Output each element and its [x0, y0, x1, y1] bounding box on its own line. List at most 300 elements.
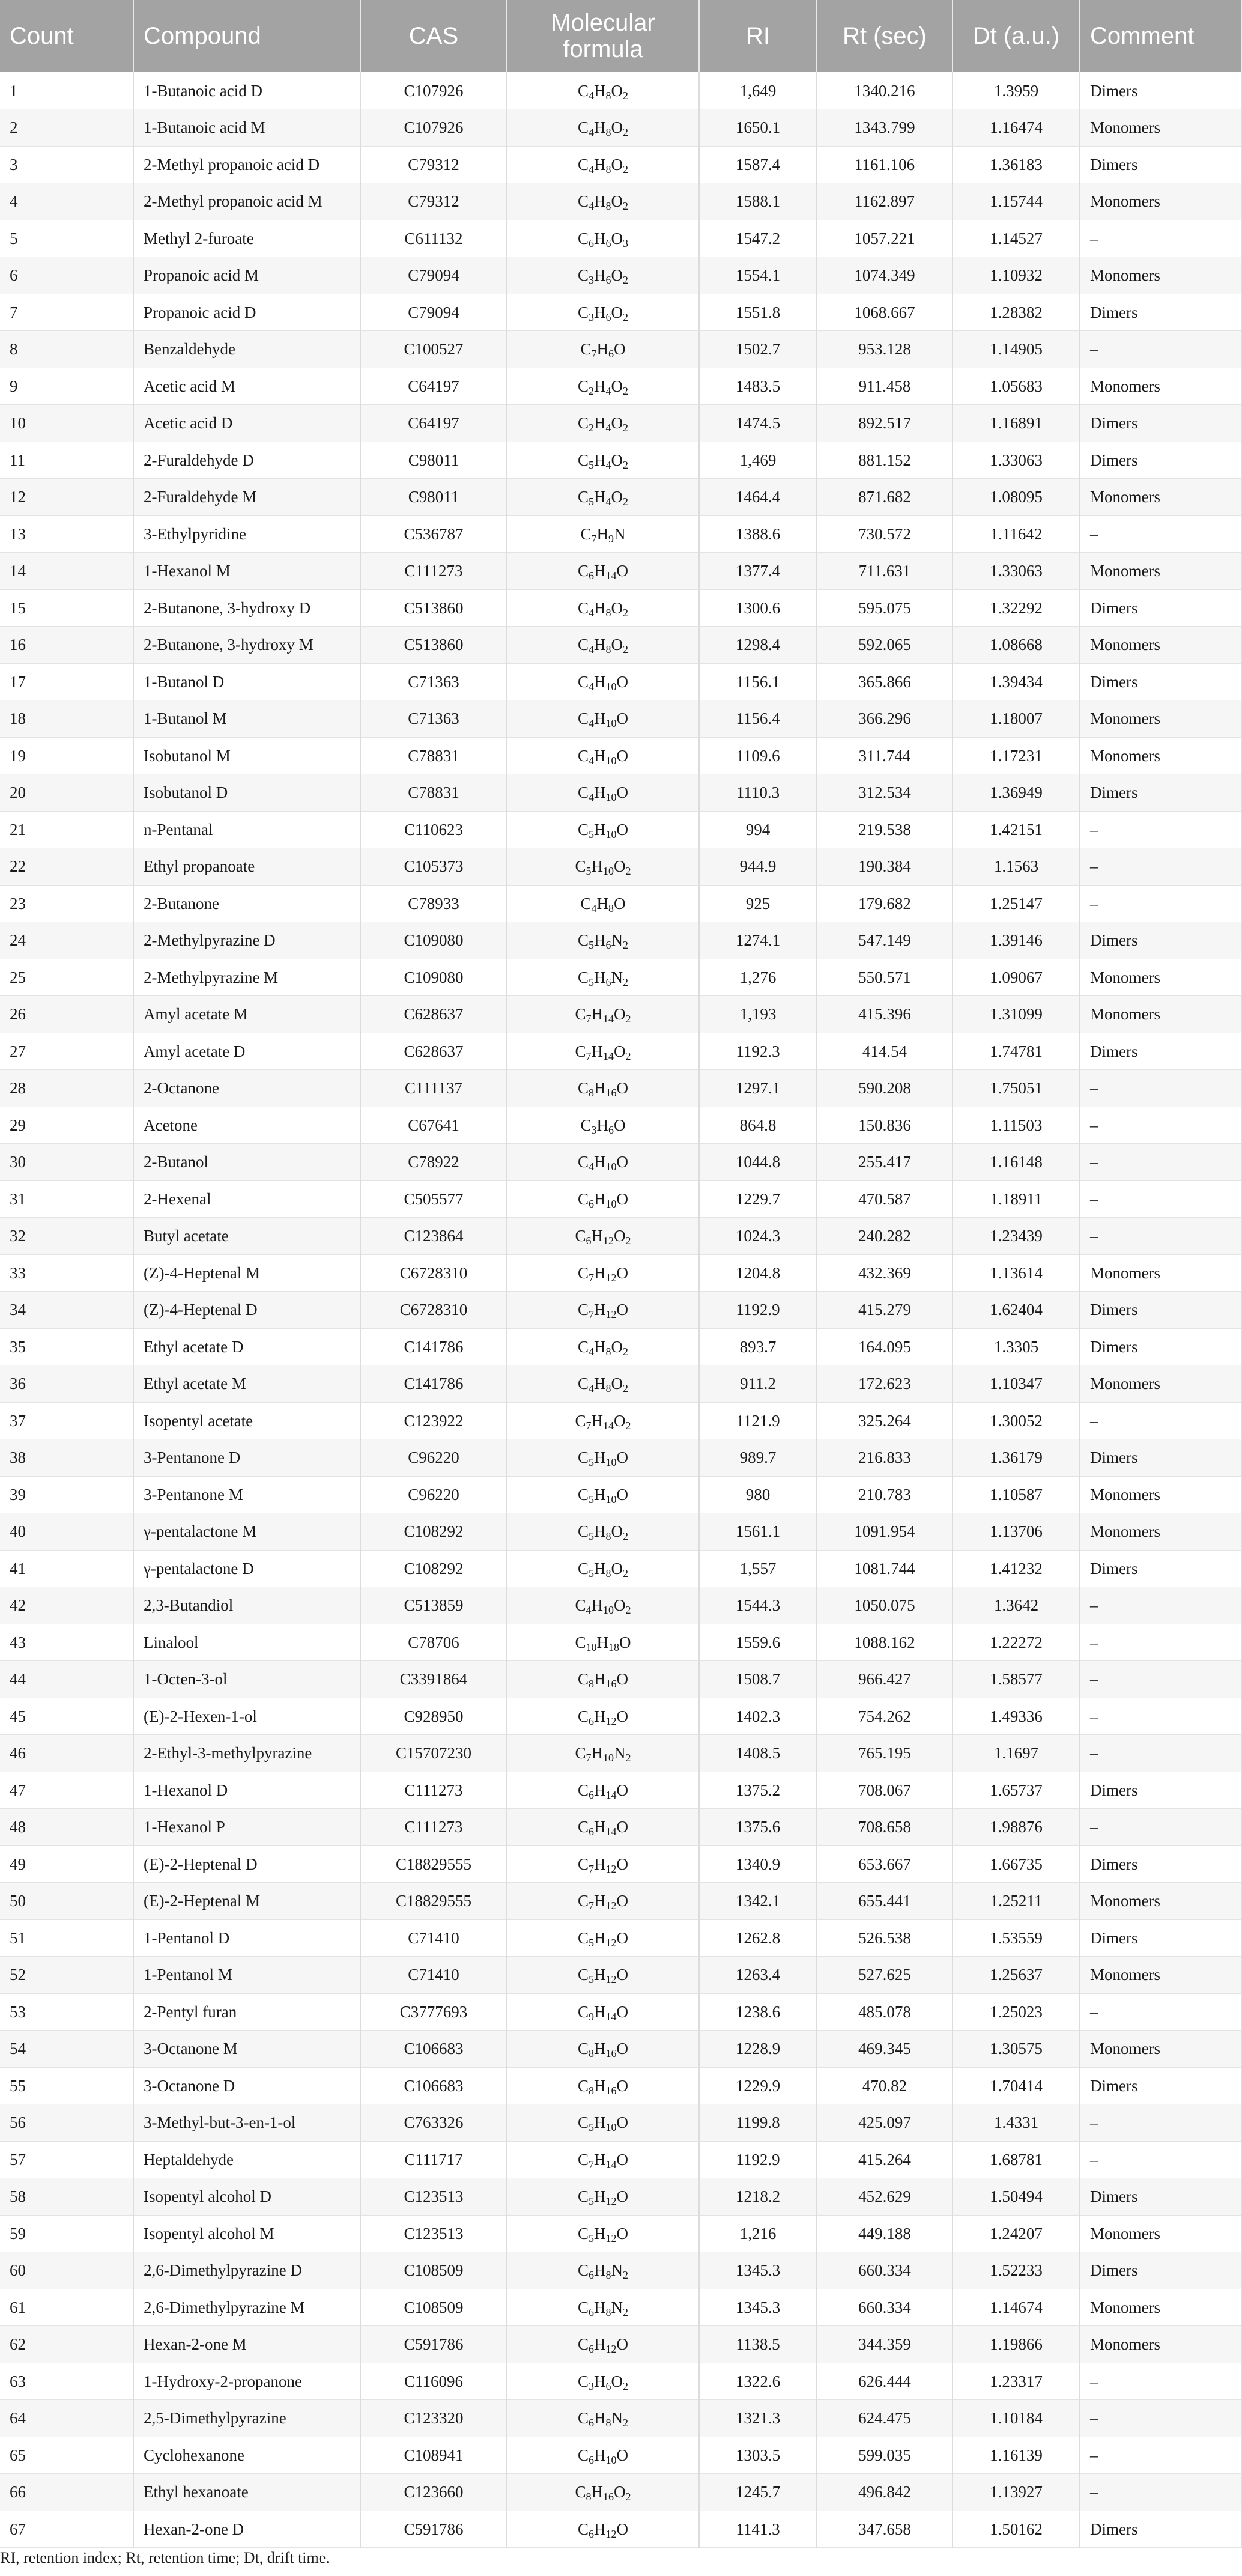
table-row — [0, 220, 1242, 257]
cell-comment: Monomers — [1080, 368, 1242, 405]
cell-count: 8 — [0, 331, 133, 368]
table-row — [0, 2178, 1242, 2216]
cell-count: 66 — [0, 2474, 133, 2511]
cell-formula: $C_4H_8O_2$ — [507, 1365, 699, 1403]
table-row — [0, 553, 1242, 590]
cell-compound: 2,3-Butandiol — [133, 1587, 360, 1624]
cell-dt: 1.16148 — [953, 1144, 1080, 1181]
cell-cas: C79094 — [360, 294, 507, 331]
cell-ri: 1544.3 — [699, 1587, 817, 1624]
cell-ri: 1229.9 — [699, 2067, 817, 2104]
cell-dt: 1.13614 — [953, 1254, 1080, 1292]
cell-rt: 255.417 — [817, 1144, 953, 1181]
cell-ri: 1377.4 — [699, 553, 817, 590]
cell-dt: 1.08668 — [953, 627, 1080, 664]
cell-count: 9 — [0, 368, 133, 405]
cell-comment: Dimers — [1080, 1845, 1242, 1883]
cell-rt: 470.82 — [817, 2067, 953, 2104]
cell-ri: 1375.2 — [699, 1772, 817, 1809]
cell-count: 27 — [0, 1033, 133, 1070]
cell-rt: 210.783 — [817, 1476, 953, 1513]
cell-rt: 1088.162 — [817, 1624, 953, 1661]
cell-dt: 1.32292 — [953, 589, 1080, 627]
cell-cas: C111717 — [360, 2141, 507, 2178]
cell-comment: – — [1080, 2363, 1242, 2400]
cell-formula: $C_7H_{14}O_2$ — [507, 1033, 699, 1070]
cell-comment: – — [1080, 2104, 1242, 2142]
cell-rt: 1050.075 — [817, 1587, 953, 1624]
cell-cas: C123513 — [360, 2215, 507, 2252]
cell-dt: 1.15744 — [953, 183, 1080, 220]
cell-compound: 1-Hexanol M — [133, 553, 360, 590]
cell-compound: 2,6-Dimethylpyrazine D — [133, 2252, 360, 2289]
cell-formula: $C_5H_4O_2$ — [507, 479, 699, 516]
cell-rt: 754.262 — [817, 1698, 953, 1735]
table-row — [0, 811, 1242, 848]
cell-cas: C79312 — [360, 183, 507, 220]
cell-dt: 1.66735 — [953, 1845, 1080, 1883]
cell-dt: 1.11642 — [953, 515, 1080, 553]
cell-count: 34 — [0, 1292, 133, 1329]
cell-formula: $C_4H_8O_2$ — [507, 589, 699, 627]
cell-cas: C105373 — [360, 848, 507, 886]
table-row — [0, 848, 1242, 886]
cell-cas: C591786 — [360, 2511, 507, 2548]
cell-dt: 1.98876 — [953, 1809, 1080, 1846]
cell-compound: Ethyl acetate M — [133, 1365, 360, 1403]
cell-comment: – — [1080, 1218, 1242, 1255]
cell-ri: 1156.1 — [699, 663, 817, 700]
cell-comment: Dimers — [1080, 294, 1242, 331]
cell-cas: C15707230 — [360, 1735, 507, 1772]
cell-ri: 1110.3 — [699, 774, 817, 812]
cell-rt: 626.444 — [817, 2363, 953, 2400]
cell-ri: 1262.8 — [699, 1919, 817, 1957]
cell-count: 43 — [0, 1624, 133, 1661]
cell-comment: – — [1080, 1587, 1242, 1624]
cell-dt: 1.3305 — [953, 1328, 1080, 1365]
cell-compound: (Z)-4-Heptenal M — [133, 1254, 360, 1292]
cell-compound: Heptaldehyde — [133, 2141, 360, 2178]
cell-compound: 1-Pentanol M — [133, 1957, 360, 1994]
cell-dt: 1.16891 — [953, 405, 1080, 442]
cell-cas: C71363 — [360, 700, 507, 738]
cell-count: 7 — [0, 294, 133, 331]
cell-ri: 1587.4 — [699, 146, 817, 183]
cell-ri: 1483.5 — [699, 368, 817, 405]
cell-ri: 911.2 — [699, 1365, 817, 1403]
table-row — [0, 1292, 1242, 1329]
cell-comment: Monomers — [1080, 109, 1242, 147]
cell-comment: Dimers — [1080, 405, 1242, 442]
cell-cas: C108292 — [360, 1513, 507, 1551]
cell-ri: 925 — [699, 885, 817, 922]
cell-rt: 871.682 — [817, 479, 953, 516]
cell-dt: 1.14674 — [953, 2289, 1080, 2326]
cell-ri: 1138.5 — [699, 2326, 817, 2363]
table-header — [0, 0, 1242, 72]
cell-ri: 864.8 — [699, 1107, 817, 1144]
cell-dt: 1.18911 — [953, 1180, 1080, 1218]
cell-compound: 2,6-Dimethylpyrazine M — [133, 2289, 360, 2326]
cell-compound: 3-Pentanone M — [133, 1476, 360, 1513]
cell-comment: – — [1080, 2437, 1242, 2474]
cell-ri: 1408.5 — [699, 1735, 817, 1772]
cell-cas: C505577 — [360, 1180, 507, 1218]
cell-cas: C98011 — [360, 479, 507, 516]
table-row — [0, 2141, 1242, 2178]
cell-count: 22 — [0, 848, 133, 886]
cell-count: 67 — [0, 2511, 133, 2548]
cell-rt: 347.658 — [817, 2511, 953, 2548]
cell-ri: 1141.3 — [699, 2511, 817, 2548]
cell-ri: 1300.6 — [699, 589, 817, 627]
cell-dt: 1.4331 — [953, 2104, 1080, 2142]
cell-compound: 2-Hexenal — [133, 1180, 360, 1218]
cell-cas: C78933 — [360, 885, 507, 922]
table-row — [0, 2289, 1242, 2326]
cell-count: 48 — [0, 1809, 133, 1846]
cell-dt: 1.13706 — [953, 1513, 1080, 1551]
cell-formula: $C_2H_4O_2$ — [507, 368, 699, 405]
cell-comment: – — [1080, 515, 1242, 553]
cell-ri: 1340.9 — [699, 1845, 817, 1883]
cell-compound: 2-Butanol — [133, 1144, 360, 1181]
cell-formula: $C_4H_8O_2$ — [507, 72, 699, 109]
cell-count: 33 — [0, 1254, 133, 1292]
table-row — [0, 1772, 1242, 1809]
cell-ri: 1192.3 — [699, 1033, 817, 1070]
table-row — [0, 1402, 1242, 1439]
cell-ri: 1508.7 — [699, 1661, 817, 1698]
cell-compound: 1-Butanoic acid M — [133, 109, 360, 147]
cell-rt: 311.744 — [817, 737, 953, 774]
cell-compound: (Z)-4-Heptenal D — [133, 1292, 360, 1329]
cell-compound: (E)-2-Hexen-1-ol — [133, 1698, 360, 1735]
cell-comment: Monomers — [1080, 2031, 1242, 2068]
cell-rt: 1343.799 — [817, 109, 953, 147]
cell-cas: C116096 — [360, 2363, 507, 2400]
cell-cas: C18829555 — [360, 1845, 507, 1883]
cell-formula: $C_8H_{16}O$ — [507, 1070, 699, 1107]
cell-ri: 1345.3 — [699, 2289, 817, 2326]
cell-comment: – — [1080, 2474, 1242, 2511]
cell-rt: 911.458 — [817, 368, 953, 405]
cell-rt: 1068.667 — [817, 294, 953, 331]
cell-compound: 3-Pentanone D — [133, 1439, 360, 1477]
cell-rt: 1340.216 — [817, 72, 953, 109]
cell-comment: – — [1080, 2141, 1242, 2178]
cell-comment: – — [1080, 1107, 1242, 1144]
cell-comment: Dimers — [1080, 1919, 1242, 1957]
cell-formula: $C_8H_{16}O_2$ — [507, 2474, 699, 2511]
cell-dt: 1.25023 — [953, 1993, 1080, 2031]
table-row — [0, 1624, 1242, 1661]
table-row — [0, 1144, 1242, 1181]
cell-ri: 1044.8 — [699, 1144, 817, 1181]
cell-cas: C111273 — [360, 1809, 507, 1846]
cell-formula: $C_5H_{10}O$ — [507, 1476, 699, 1513]
cell-formula: $C_5H_{10}O$ — [507, 1439, 699, 1477]
cell-rt: 415.264 — [817, 2141, 953, 2178]
cell-formula: $C_8H_{16}O$ — [507, 1661, 699, 1698]
table-row — [0, 1513, 1242, 1551]
cell-rt: 1057.221 — [817, 220, 953, 257]
cell-formula: $C_6H_{14}O$ — [507, 553, 699, 590]
cell-rt: 653.667 — [817, 1845, 953, 1883]
table-row — [0, 405, 1242, 442]
cell-dt: 1.13927 — [953, 2474, 1080, 2511]
cell-ri: 1,216 — [699, 2215, 817, 2252]
cell-compound: 2-Methyl propanoic acid D — [133, 146, 360, 183]
cell-formula: $C_4H_8O_2$ — [507, 146, 699, 183]
cell-formula: $C_4H_{10}O$ — [507, 737, 699, 774]
cell-compound: 1-Butanol M — [133, 700, 360, 738]
cell-rt: 1162.897 — [817, 183, 953, 220]
table-row — [0, 1919, 1242, 1957]
cell-ri: 1345.3 — [699, 2252, 817, 2289]
cell-cas: C591786 — [360, 2326, 507, 2363]
cell-compound: Isopentyl alcohol D — [133, 2178, 360, 2216]
table-row — [0, 737, 1242, 774]
table-row — [0, 1439, 1242, 1477]
cell-rt: 953.128 — [817, 331, 953, 368]
cell-count: 56 — [0, 2104, 133, 2142]
cell-dt: 1.36949 — [953, 774, 1080, 812]
cell-formula: $C_4H_8O$ — [507, 885, 699, 922]
cell-count: 61 — [0, 2289, 133, 2326]
cell-count: 51 — [0, 1919, 133, 1957]
cell-rt: 325.264 — [817, 1402, 953, 1439]
cell-cas: C71363 — [360, 663, 507, 700]
cell-formula: $C_8H_{16}O$ — [507, 2067, 699, 2104]
cell-compound: 3-Methyl-but-3-en-1-ol — [133, 2104, 360, 2142]
cell-count: 53 — [0, 1993, 133, 2031]
cell-dt: 1.50494 — [953, 2178, 1080, 2216]
header-dt: Dt (a.u.) — [953, 0, 1080, 72]
cell-cas: C513860 — [360, 627, 507, 664]
cell-ri: 1402.3 — [699, 1698, 817, 1735]
cell-ri: 1238.6 — [699, 1993, 817, 2031]
cell-count: 5 — [0, 220, 133, 257]
cell-formula: $C_4H_8O_2$ — [507, 627, 699, 664]
cell-comment: Monomers — [1080, 1957, 1242, 1994]
table-row — [0, 2067, 1242, 2104]
cell-compound: 2-Butanone, 3-hydroxy D — [133, 589, 360, 627]
cell-compound: 2-Methylpyrazine M — [133, 959, 360, 996]
cell-rt: 240.282 — [817, 1218, 953, 1255]
cell-formula: $C_6H_{14}O$ — [507, 1772, 699, 1809]
cell-rt: 595.075 — [817, 589, 953, 627]
cell-comment: – — [1080, 1070, 1242, 1107]
cell-formula: $C_5H_8O_2$ — [507, 1513, 699, 1551]
cell-ri: 1554.1 — [699, 257, 817, 294]
header-rt: Rt (sec) — [817, 0, 953, 72]
cell-count: 59 — [0, 2215, 133, 2252]
cell-compound: 1-Octen-3-ol — [133, 1661, 360, 1698]
cell-cas: C107926 — [360, 72, 507, 109]
table-row — [0, 331, 1242, 368]
cell-compound: 1-Butanoic acid D — [133, 72, 360, 109]
cell-count: 20 — [0, 774, 133, 812]
cell-comment: Dimers — [1080, 442, 1242, 479]
cell-ri: 1,276 — [699, 959, 817, 996]
cell-compound: 2-Ethyl-3-methylpyrazine — [133, 1735, 360, 1772]
cell-dt: 1.39434 — [953, 663, 1080, 700]
table-row — [0, 996, 1242, 1033]
cell-formula: $C_9H_{14}O$ — [507, 1993, 699, 2031]
cell-compound: Linalool — [133, 1624, 360, 1661]
cell-compound: Isobutanol M — [133, 737, 360, 774]
cell-compound: Amyl acetate M — [133, 996, 360, 1033]
header-molecular-formula: Molecular formula — [507, 0, 699, 72]
cell-rt: 526.538 — [817, 1919, 953, 1957]
cell-dt: 1.24207 — [953, 2215, 1080, 2252]
cell-ri: 1297.1 — [699, 1070, 817, 1107]
cell-rt: 1161.106 — [817, 146, 953, 183]
cell-compound: Hexan-2-one D — [133, 2511, 360, 2548]
cell-dt: 1.30052 — [953, 1402, 1080, 1439]
cell-formula: $C_5H_{12}O$ — [507, 2178, 699, 2216]
cell-dt: 1.25147 — [953, 885, 1080, 922]
cell-rt: 164.095 — [817, 1328, 953, 1365]
table-row — [0, 72, 1242, 109]
table-row — [0, 515, 1242, 553]
cell-cas: C110623 — [360, 811, 507, 848]
cell-formula: $C_6H_{10}O$ — [507, 1180, 699, 1218]
cell-count: 26 — [0, 996, 133, 1033]
cell-comment: – — [1080, 1809, 1242, 1846]
cell-rt: 312.534 — [817, 774, 953, 812]
table-row — [0, 589, 1242, 627]
cell-ri: 1228.9 — [699, 2031, 817, 2068]
cell-dt: 1.19866 — [953, 2326, 1080, 2363]
cell-compound: Isobutanol D — [133, 774, 360, 812]
cell-ri: 944.9 — [699, 848, 817, 886]
table-row — [0, 1993, 1242, 2031]
cell-ri: 1474.5 — [699, 405, 817, 442]
cell-count: 19 — [0, 737, 133, 774]
cell-count: 42 — [0, 1587, 133, 1624]
cell-formula: $C_4H_{10}O$ — [507, 774, 699, 812]
cell-formula: $C_4H_{10}O$ — [507, 1144, 699, 1181]
cell-count: 30 — [0, 1144, 133, 1181]
cell-count: 52 — [0, 1957, 133, 1994]
cell-count: 40 — [0, 1513, 133, 1551]
table-row — [0, 774, 1242, 812]
cell-cas: C611132 — [360, 220, 507, 257]
cell-ri: 1342.1 — [699, 1883, 817, 1920]
table-row — [0, 2474, 1242, 2511]
cell-compound: Benzaldehyde — [133, 331, 360, 368]
table-row — [0, 442, 1242, 479]
cell-dt: 1.1697 — [953, 1735, 1080, 1772]
cell-formula: $C_7H_{12}O$ — [507, 1292, 699, 1329]
table-row — [0, 1698, 1242, 1735]
cell-formula: $C_4H_8O_2$ — [507, 109, 699, 147]
cell-rt: 1081.744 — [817, 1550, 953, 1587]
cell-count: 65 — [0, 2437, 133, 2474]
cell-formula: $C_5H_{12}O$ — [507, 1957, 699, 1994]
table-row — [0, 1957, 1242, 1994]
cell-ri: 994 — [699, 811, 817, 848]
table-row — [0, 1254, 1242, 1292]
cell-formula: $C_7H_9N$ — [507, 515, 699, 553]
cell-formula: $C_{10}H_{18}O$ — [507, 1624, 699, 1661]
cell-comment: Dimers — [1080, 2252, 1242, 2289]
table-row — [0, 1661, 1242, 1698]
cell-formula: $C_5H_{10}O$ — [507, 2104, 699, 2142]
cell-comment: Dimers — [1080, 146, 1242, 183]
cell-compound: Ethyl hexanoate — [133, 2474, 360, 2511]
cell-count: 45 — [0, 1698, 133, 1735]
cell-rt: 892.517 — [817, 405, 953, 442]
cell-comment: – — [1080, 1180, 1242, 1218]
table-row — [0, 2104, 1242, 2142]
cell-ri: 1024.3 — [699, 1218, 817, 1255]
cell-dt: 1.10184 — [953, 2400, 1080, 2437]
cell-compound: 2-Butanone — [133, 885, 360, 922]
cell-comment: Monomers — [1080, 1254, 1242, 1292]
cell-comment: Monomers — [1080, 959, 1242, 996]
cell-ri: 1502.7 — [699, 331, 817, 368]
cell-ri: 1298.4 — [699, 627, 817, 664]
cell-rt: 590.208 — [817, 1070, 953, 1107]
cell-dt: 1.16474 — [953, 109, 1080, 147]
cell-formula: $C_5H_{12}O$ — [507, 1919, 699, 1957]
cell-formula: $C_6H_{10}O$ — [507, 2437, 699, 2474]
cell-formula: $C_3H_6O_2$ — [507, 257, 699, 294]
cell-dt: 1.1563 — [953, 848, 1080, 886]
cell-rt: 470.587 — [817, 1180, 953, 1218]
cell-cas: C67641 — [360, 1107, 507, 1144]
cell-cas: C513859 — [360, 1587, 507, 1624]
cell-count: 16 — [0, 627, 133, 664]
cell-cas: C111273 — [360, 553, 507, 590]
cell-comment: Monomers — [1080, 1476, 1242, 1513]
cell-ri: 1199.8 — [699, 2104, 817, 2142]
cell-compound: 1-Hexanol D — [133, 1772, 360, 1809]
cell-count: 28 — [0, 1070, 133, 1107]
cell-formula: $C_6H_{12}O_2$ — [507, 1218, 699, 1255]
cell-dt: 1.65737 — [953, 1772, 1080, 1809]
cell-formula: $C_5H_6N_2$ — [507, 922, 699, 959]
cell-dt: 1.22272 — [953, 1624, 1080, 1661]
cell-ri: 1561.1 — [699, 1513, 817, 1551]
cell-count: 31 — [0, 1180, 133, 1218]
cell-formula: $C_6H_{12}O$ — [507, 2326, 699, 2363]
cell-rt: 469.345 — [817, 2031, 953, 2068]
cell-compound: 1-Pentanol D — [133, 1919, 360, 1957]
table-row — [0, 700, 1242, 738]
cell-compound: 1-Hydroxy-2-propanone — [133, 2363, 360, 2400]
cell-ri: 1,193 — [699, 996, 817, 1033]
cell-ri: 1204.8 — [699, 1254, 817, 1292]
cell-formula: $C_6H_{12}O$ — [507, 2511, 699, 2548]
cell-cas: C536787 — [360, 515, 507, 553]
cell-cas: C108292 — [360, 1550, 507, 1587]
cell-compound: Ethyl acetate D — [133, 1328, 360, 1365]
cell-dt: 1.31099 — [953, 996, 1080, 1033]
cell-compound: 2-Pentyl furan — [133, 1993, 360, 2031]
table-row — [0, 922, 1242, 959]
cell-dt: 1.74781 — [953, 1033, 1080, 1070]
cell-rt: 415.279 — [817, 1292, 953, 1329]
cell-compound: 1-Hexanol P — [133, 1809, 360, 1846]
cell-cas: C123513 — [360, 2178, 507, 2216]
cell-cas: C107926 — [360, 109, 507, 147]
cell-rt: 765.195 — [817, 1735, 953, 1772]
